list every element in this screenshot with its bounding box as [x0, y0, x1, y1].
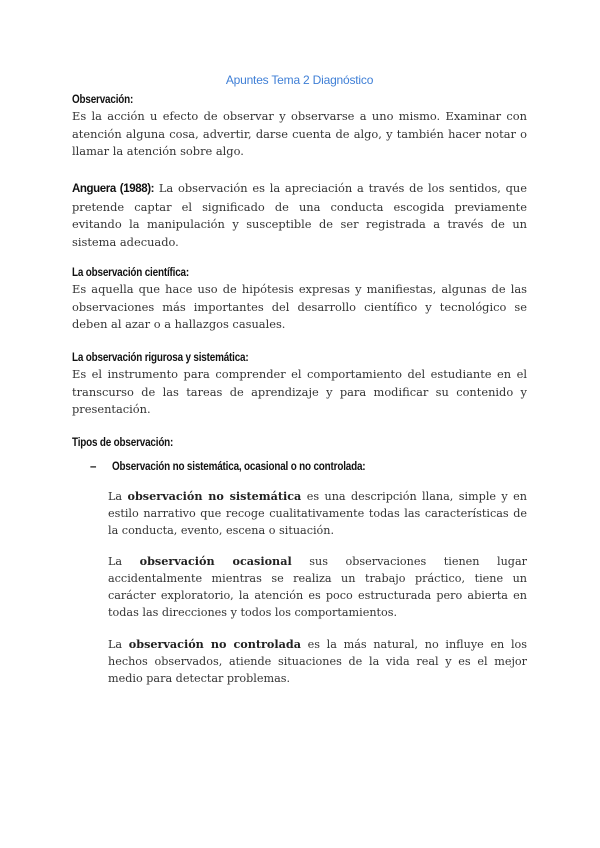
paragraph-no-sistematica [108, 488, 527, 539]
paragraph-text [108, 636, 527, 687]
paragraph-pre: La [108, 638, 129, 651]
paragraph-post: es la más natural, no influye en los hechos observados, atiende situaciones de la vida real y es el mejor medio para detectar problemas. [108, 638, 528, 685]
section-anguera [72, 180, 527, 251]
paragraph-ocasional [108, 553, 527, 621]
paragraph-text [108, 553, 527, 621]
paragraph-term: observación no sistemática [127, 489, 302, 503]
section-observacion [72, 92, 527, 161]
section-body: La observación es la apreciación a través de los sentidos, que pretende captar el significado de una conducta escogida previamente evitando la manipulación y susceptible de ser registrada a través de un sistema adecuado. [72, 181, 527, 249]
section-text [72, 180, 527, 251]
section-heading: Anguera (1988): [72, 183, 155, 195]
section-heading: La observación rigurosa y sistemática: [72, 352, 249, 364]
section-cientifica [72, 265, 527, 334]
bullet-dash: – [90, 461, 97, 473]
bullet-item [90, 457, 407, 475]
section-heading: La observación científica: [72, 267, 190, 279]
section-text: Es la acción u efecto de observar y observarse a uno mismo. Examinar con atención alguna cosa, advertir, darse cuenta de algo, y también hacer notar o llamar la atención sobre algo. [72, 109, 527, 158]
paragraph-term: observación ocasional [139, 554, 292, 568]
section-text: Es el instrumento para comprender el comportamiento del estudiante en el transcurso de las tareas de aprendizaje y para modificar su contenido y presentación. [72, 367, 527, 416]
section-heading: Observación: [72, 94, 134, 106]
paragraph-pre: La [108, 555, 140, 568]
page-title: Apuntes Tema 2 Diagnóstico [225, 73, 374, 87]
section-rigurosa [72, 350, 527, 419]
paragraph-term: observación no controlada [128, 637, 301, 651]
paragraph-post: es una descripción llana, simple y en estilo narrativo que recoge cualitativamente todas las características de la conducta, evento, escena o situación. [108, 490, 527, 537]
bullet-label: Observación no sistemática, ocasional o no controlada: [112, 461, 366, 473]
paragraph-post: sus observaciones tienen lugar accidentalmente mientras se realiza un trabajo práctico, tiene un carácter exploratorio, la atención es poco estructurada pero abierta en todas las direcciones y todos los comportamientos. [108, 555, 527, 619]
section-tipos [72, 435, 527, 451]
paragraph-pre: La [108, 490, 128, 503]
paragraph-text [108, 488, 527, 539]
document-page [72, 68, 528, 685]
section-text: Es aquella que hace uso de hipótesis expresas y manifiestas, algunas de las observaciones más importantes del desarrollo científico y tecnológico se deben al azar o a hallazgos casuales. [72, 282, 527, 331]
section-heading: Tipos de observación: [72, 437, 174, 449]
paragraph-no-controlada [108, 636, 527, 687]
